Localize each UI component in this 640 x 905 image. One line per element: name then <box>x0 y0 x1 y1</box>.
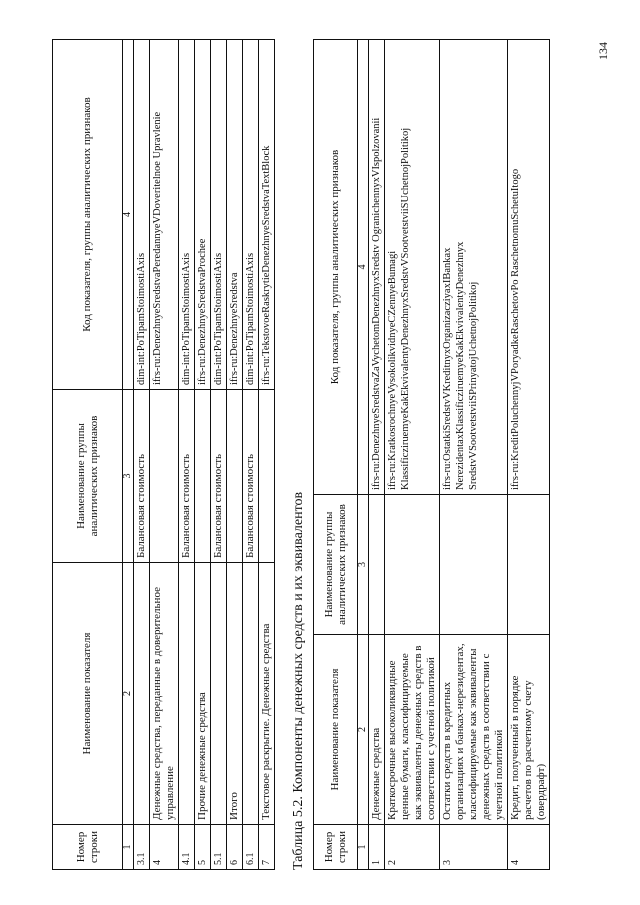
table-2-header-row <box>314 40 358 870</box>
table-row <box>179 40 195 870</box>
header-indicator-code: Код показателя, группы аналитических признаков <box>314 40 358 495</box>
table-row <box>243 40 259 870</box>
indicator-name <box>179 563 195 825</box>
group-name <box>150 390 179 563</box>
indicator-name: Прочие денежные средства <box>195 563 211 825</box>
table-row <box>211 40 227 870</box>
indicator-name: Денежные средства <box>369 635 385 825</box>
indicator-code: ifrs-ru:KreditPoluchennyjVPoryadkeRaschetovPo RaschetnomuSchetuItogo <box>508 40 550 495</box>
landscape-page <box>52 40 612 870</box>
indicator-name: Денежные средства, переданные в доверительное управление <box>150 563 179 825</box>
indicator-name: Текстовое раскрытие. Денежные средства <box>259 563 275 825</box>
row-number: 4 <box>508 825 550 870</box>
table-row <box>369 40 385 870</box>
row-number: 6.1 <box>243 825 259 870</box>
table-2 <box>313 39 550 870</box>
indicator-name: Краткосрочные высоколиквидные ценные бумаги, классифицируемые как эквиваленты денежных средств в соответствии с учетной политикой <box>385 635 440 825</box>
indicator-code: ifrs-ru:DenezhnyeSredstva <box>227 40 243 390</box>
row-number: 4 <box>150 825 179 870</box>
table-row <box>508 40 550 870</box>
row-number: 1 <box>369 825 385 870</box>
row-number: 3 <box>440 825 508 870</box>
index-cell: 4 <box>358 40 369 495</box>
index-cell: 1 <box>123 825 134 870</box>
index-cell: 4 <box>123 40 134 390</box>
header-indicator-name: Наименование показателя <box>314 635 358 825</box>
row-number: 4.1 <box>179 825 195 870</box>
indicator-code: ifrs-ru:KratkosrochnyeVysokolikvidnyeCZennyeBumagi KlassificziruemyeKakEkvivalentyDenezhnyxSredstvVSootvetstviiSUchetnojPolitikoj <box>385 40 440 495</box>
table-row <box>134 40 150 870</box>
header-row-number: Номер строки <box>53 825 123 870</box>
table-row <box>150 40 179 870</box>
index-cell: 1 <box>358 825 369 870</box>
table-row <box>385 40 440 870</box>
indicator-code: ifrs-ru:DenezhnyeSredstvaZaVychetomDenezhnyxSredstv OgranichennyxVIspolzovanii <box>369 40 385 495</box>
index-cell: 3 <box>358 495 369 635</box>
indicator-code: ifrs-ru:DenezhnyeSredstvaPeredannyeVDoveritelnoe Upravlenie <box>150 40 179 390</box>
group-name: Балансовая стоимость <box>179 390 195 563</box>
indicator-code: ifrs-ru:DenezhnyeSredstvaProchee <box>195 40 211 390</box>
indicator-name: Итого <box>227 563 243 825</box>
table-1 <box>52 39 275 870</box>
indicator-code: dim-int:PoTipamStoimostiAxis <box>134 40 150 390</box>
row-number: 6 <box>227 825 243 870</box>
table-1-index-row <box>123 40 134 870</box>
table-row <box>259 40 275 870</box>
group-name <box>369 495 385 635</box>
indicator-code: dim-int:PoTipamStoimostiAxis <box>243 40 259 390</box>
header-indicator-name: Наименование показателя <box>53 563 123 825</box>
page-number: 134 <box>596 42 610 60</box>
table-1-header-row <box>53 40 123 870</box>
indicator-code: ifrs-ru:OstatkiSredstvVKreditnyxOrganizacziyaxIBankax NerezidentaxKlassificziruemyeKakEkvivalentyDenezhnyx SredstvVSootvetstviiSPrinyatojUchetnojPolitikoj <box>440 40 508 495</box>
group-name <box>259 390 275 563</box>
row-number: 2 <box>385 825 440 870</box>
group-name: Балансовая стоимость <box>211 390 227 563</box>
table-row <box>195 40 211 870</box>
group-name <box>227 390 243 563</box>
group-name <box>195 390 211 563</box>
indicator-name: Остатки средств в кредитных организациях и банках-нерезидентах, классифицируемые как эквиваленты денежных средств в соответствии с учетной политикой <box>440 635 508 825</box>
group-name: Балансовая стоимость <box>134 390 150 563</box>
index-cell: 3 <box>123 390 134 563</box>
table-2-index-row <box>358 40 369 870</box>
row-number: 5 <box>195 825 211 870</box>
table-caption: Таблица 5.2. Компоненты денежных средств и их эквивалентов <box>291 491 306 870</box>
index-cell: 2 <box>358 635 369 825</box>
row-number: 3.1 <box>134 825 150 870</box>
header-row-number: Номер строки <box>314 825 358 870</box>
indicator-code: ifrs-ru:TekstovoeRaskrytieDenezhnyeSredstvaTextBlock <box>259 40 275 390</box>
group-name <box>440 495 508 635</box>
row-number: 5.1 <box>211 825 227 870</box>
indicator-name: Кредит, полученный в порядке расчетов по расчетному счету (овердрафт) <box>508 635 550 825</box>
table-row <box>440 40 508 870</box>
index-cell: 2 <box>123 563 134 825</box>
group-name <box>385 495 440 635</box>
indicator-code: dim-int:PoTipamStoimostiAxis <box>211 40 227 390</box>
group-name: Балансовая стоимость <box>243 390 259 563</box>
row-number: 7 <box>259 825 275 870</box>
indicator-name <box>134 563 150 825</box>
group-name <box>508 495 550 635</box>
indicator-code: dim-int:PoTipamStoimostiAxis <box>179 40 195 390</box>
header-group-name: Наименование группы аналитических признаков <box>53 390 123 563</box>
indicator-name <box>243 563 259 825</box>
header-indicator-code: Код показателя, группы аналитических признаков <box>53 40 123 390</box>
table-row <box>227 40 243 870</box>
header-group-name: Наименование группы аналитических признаков <box>314 495 358 635</box>
indicator-name <box>211 563 227 825</box>
